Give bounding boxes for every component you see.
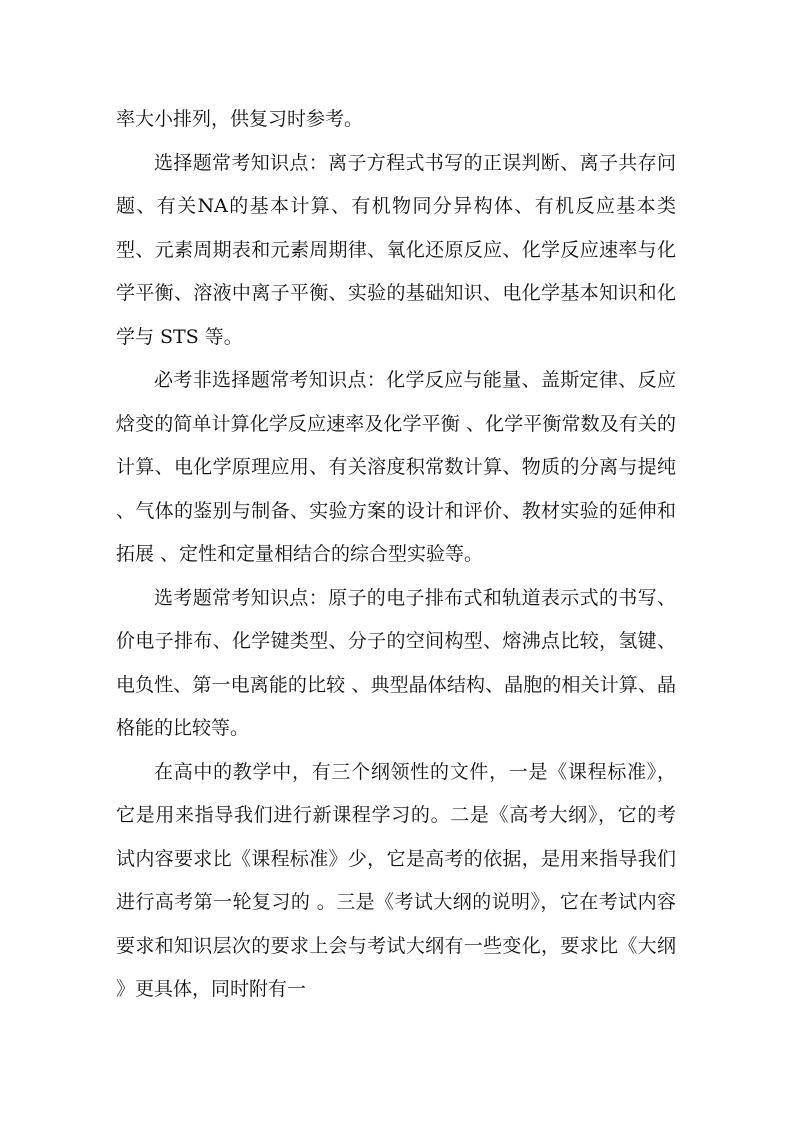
paragraph-elective-points: 选考题常考知识点：原子的电子排布式和轨道表示式的书写、价电子排布、化学键类型、分子的空间构型、熔沸点比较，氢键、电负性、第一电离能的比较 、典型晶体结构、晶胞的相关计算、晶格能的比较等。: [116, 586, 676, 739]
document-body: [116, 98, 676, 1012]
paragraph-multiple-choice-points: 选择题常考知识点：离子方程式书写的正误判断、离子共存问题、有关NA的基本计算、有机物同分异构体、有机反应基本类型、元素周期表和元素周期律、氧化还原反应、化学反应速率与化学平衡、溶液中离子平衡、实验的基础知识、电化学基本知识和化学与 STS 等。: [116, 151, 676, 348]
paragraph-continuation: 率大小排列，供复习时参考。: [116, 108, 364, 130]
paragraph-guiding-documents: 在高中的教学中，有三个纲领性的文件，一是《课程标准》，它是用来指导我们进行新课程学习的。二是《高考大纲》，它的考试内容要求比《课程标准》少，它是高考的依据，是用来指导我们进行高考第一轮复习的 。三是《考试大纲的说明》，它在考试内容要求和知识层次的要求上会与考试大纲有一些变化，要求比《大纲 》更具体，同时附有一: [116, 760, 676, 1000]
paragraph-required-non-choice-points: 必考非选择题常考知识点：化学反应与能量、盖斯定律、反应焓变的简单计算化学反应速率及化学平衡 、化学平衡常数及有关的计算、电化学原理应用、有关溶度积常数计算、物质的分离与提纯 、气体的鉴别与制备、实验方案的设计和评价、教材实验的延伸和拓展 、定性和定量相结合的综合型实验等。: [116, 369, 676, 565]
